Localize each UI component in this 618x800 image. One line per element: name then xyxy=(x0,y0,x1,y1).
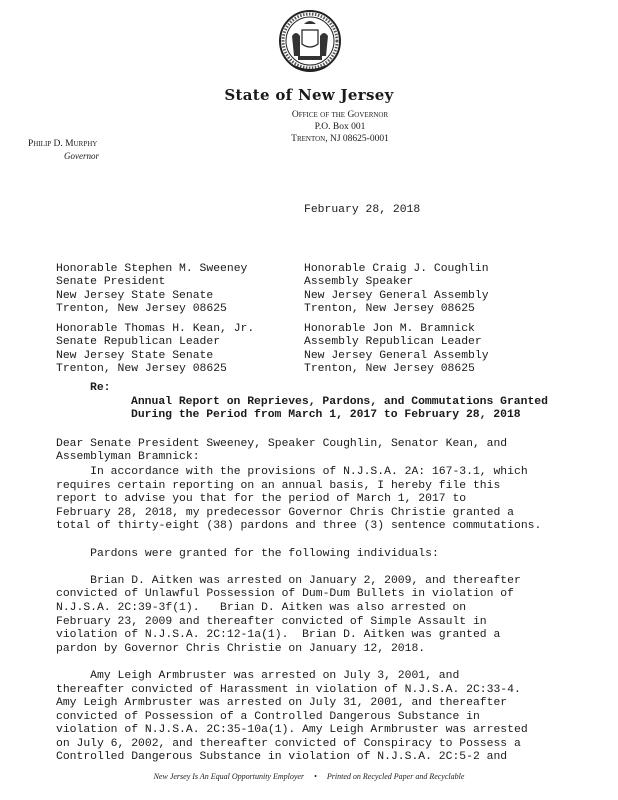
letterhead-office: Office of the Governor xyxy=(291,110,389,120)
body-line: report to advise you that for the period of March 1, 2017 to xyxy=(56,493,467,506)
body-line: convicted of Possession of a Controlled Dangerous Substance in xyxy=(56,710,480,723)
body-line: In accordance with the provisions of N.J.S.A. 2A: 167-3.1, which xyxy=(56,466,528,478)
re-subject-line: Annual Report on Reprieves, Pardons, and Commutations Granted xyxy=(131,395,548,408)
letter-date: February 28, 2018 xyxy=(304,204,421,216)
body-line: violation of N.J.S.A. 2C:12-1a(1). Brian D. Aitken was granted a xyxy=(56,629,501,642)
body-line xyxy=(56,561,541,575)
addressee-line: Assembly Speaker xyxy=(304,276,414,289)
salutation-line: Assemblyman Bramnick: xyxy=(56,451,200,464)
addressee-line: Trenton, New Jersey 08625 xyxy=(56,303,227,316)
footer xyxy=(0,772,618,781)
body-line: N.J.S.A. 2C:39-3f(1). Brian D. Aitken was also arrested on xyxy=(56,601,467,614)
body-line: violation of N.J.S.A. 2C:35-10a(1). Amy Leigh Armbruster was arrested xyxy=(56,724,528,737)
addressee-line: Senate Republican Leader xyxy=(56,336,221,349)
re-subject-line: During the Period from March 1, 2017 to February 28, 2018 xyxy=(131,409,521,422)
governor-name: Philip D. Murphy xyxy=(28,139,98,149)
letterhead-city: Trenton, NJ 08625-0001 xyxy=(291,134,389,144)
addressee-line: Trenton, New Jersey 08625 xyxy=(56,363,227,376)
body-line: Amy Leigh Armbruster was arrested on July 31, 2001, and thereafter xyxy=(56,697,508,710)
body-line: pardon by Governor Chris Christie on January 12, 2018. xyxy=(56,642,426,655)
body-line xyxy=(56,534,541,548)
addressee-line: Trenton, New Jersey 08625 xyxy=(304,363,475,376)
addressee-line: New Jersey State Senate xyxy=(56,289,214,302)
body-line: requires certain reporting on an annual basis, I hereby file this xyxy=(56,479,501,492)
addressee-line: Honorable Jon M. Bramnick xyxy=(304,322,475,335)
body-line: Amy Leigh Armbruster was arrested on July 3, 2001, and xyxy=(56,669,460,682)
addressee-line: Honorable Stephen M. Sweeney xyxy=(56,262,248,275)
addressee-line: New Jersey General Assembly xyxy=(304,349,489,362)
body-line: Controlled Dangerous Substance in violation of N.J.S.A. 2C:5-2 and xyxy=(56,751,508,764)
addressee-line: New Jersey General Assembly xyxy=(304,289,489,302)
body-line: Brian D. Aitken was arrested on January 2, 2009, and thereafter xyxy=(56,574,521,587)
letterhead-pobox: P.O. Box 001 xyxy=(314,122,366,132)
body-line: total of thirty-eight (38) pardons and three (3) sentence commutations. xyxy=(56,520,542,533)
addressee-line: New Jersey State Senate xyxy=(56,349,214,362)
body-line xyxy=(56,656,541,670)
state-seal-logo xyxy=(278,8,342,82)
footer-recycled: Printed on Recycled Paper and Recyclable xyxy=(326,772,465,781)
addressee-block xyxy=(304,309,489,391)
body-line: Pardons were granted for the following individuals: xyxy=(56,547,439,560)
governor-title: Governor xyxy=(64,151,99,161)
addressee-line: Senate President xyxy=(56,276,166,289)
letter-body xyxy=(56,466,541,765)
re-label: Re: xyxy=(90,382,111,394)
addressee-block xyxy=(56,309,254,391)
addressee-line: Honorable Thomas H. Kean, Jr. xyxy=(56,322,255,335)
footer-equal-opportunity: New Jersey Is An Equal Opportunity Employer xyxy=(153,772,305,781)
addressee-line: Assembly Republican Leader xyxy=(304,336,482,349)
letterhead-state-title: State of New Jersey xyxy=(224,86,394,104)
body-line: convicted of Unlawful Possession of Dum-Dum Bullets in violation of xyxy=(56,588,514,601)
addressee-line: Trenton, New Jersey 08625 xyxy=(304,303,475,316)
body-line: thereafter convicted of Harassment in violation of N.J.S.A. 2C:33-4. xyxy=(56,683,521,696)
body-line: February 28, 2018, my predecessor Governor Chris Christie granted a xyxy=(56,506,514,519)
body-line: on July 6, 2002, and thereafter convicted of Conspiracy to Possess a xyxy=(56,737,521,750)
addressee-line: Honorable Craig J. Coughlin xyxy=(304,262,489,275)
salutation-line: Dear Senate President Sweeney, Speaker Coughlin, Senator Kean, and xyxy=(56,437,508,450)
body-line: February 23, 2009 and thereafter convicted of Simple Assault in xyxy=(56,615,487,628)
footer-separator: • xyxy=(314,772,317,781)
